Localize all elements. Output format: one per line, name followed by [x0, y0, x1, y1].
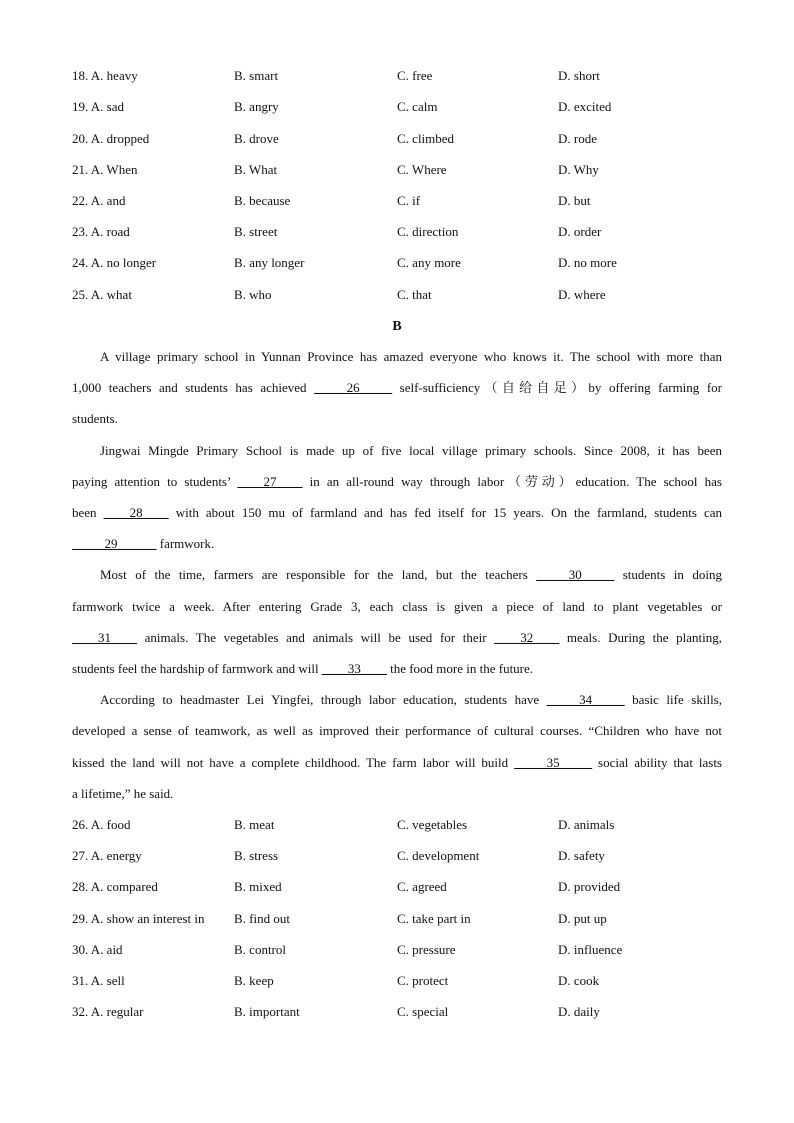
option-a: 20. A. dropped	[72, 131, 150, 146]
option-c: C. Where	[397, 162, 447, 177]
option-c: C. that	[397, 287, 432, 302]
option-a: 18. A. heavy	[72, 68, 138, 83]
option-d: D. influence	[558, 942, 623, 957]
option-b: B. angry	[234, 99, 279, 114]
question-27-options	[0, 846, 794, 866]
option-a: 23. A. road	[72, 224, 130, 239]
passage-line	[100, 565, 722, 585]
blank-32: ____32____	[494, 630, 560, 645]
option-b: B. smart	[234, 68, 279, 83]
question-30-options	[0, 940, 794, 960]
question-18-options	[0, 66, 794, 86]
option-d: D. provided	[558, 879, 621, 894]
passage-line	[72, 753, 722, 773]
option-a: 21. A. When	[72, 162, 138, 177]
option-c: C. any more	[397, 255, 461, 270]
option-d: D. daily	[558, 1004, 600, 1019]
passage-text: paying attention to students’	[72, 474, 238, 489]
question-28-options	[0, 877, 794, 897]
option-b: B. What	[234, 162, 278, 177]
question-26-options	[0, 815, 794, 835]
option-c: C. climbed	[397, 131, 455, 146]
option-c: C. special	[397, 1004, 449, 1019]
passage-line	[72, 503, 722, 523]
question-22-options	[0, 191, 794, 211]
passage-line	[72, 378, 722, 398]
option-b: B. stress	[234, 848, 279, 863]
passage-text: in an all-round way through labor（劳动）education. The school has	[302, 474, 722, 489]
passage-line	[100, 690, 722, 710]
option-b: B. mixed	[234, 879, 282, 894]
option-a: 25. A. what	[72, 287, 132, 302]
question-24-options	[0, 253, 794, 273]
option-b: B. find out	[234, 911, 290, 926]
passage-text: social ability that lasts	[592, 755, 722, 770]
blank-34: _____34_____	[546, 692, 625, 707]
passage-text: 1,000 teachers and students has achieved	[72, 380, 315, 395]
option-b: B. meat	[234, 817, 275, 832]
option-a: 24. A. no longer	[72, 255, 157, 270]
option-d: D. where	[558, 287, 606, 302]
passage-text: with about 150 mu of farmland and has fed itself for 15 years. On the farmland, students can	[168, 505, 722, 520]
passage-text: According to headmaster Lei Yingfei, through labor education, students have	[100, 692, 547, 707]
passage-line: A village primary school in Yunnan Province has amazed everyone who knows it. The school with more than	[100, 349, 722, 364]
passage-line	[72, 472, 722, 492]
option-b: B. important	[234, 1004, 300, 1019]
passage-text: the food more in the future.	[386, 661, 534, 676]
option-a: 26. A. food	[72, 817, 131, 832]
option-d: D. Why	[558, 162, 599, 177]
option-d: D. but	[558, 193, 591, 208]
passage-line	[72, 628, 722, 648]
passage-line: Jingwai Mingde Primary School is made up of five local village primary schools. Since 2008, it has been	[100, 443, 722, 458]
option-c: C. development	[397, 848, 480, 863]
question-19-options	[0, 97, 794, 117]
blank-31: ____31____	[72, 630, 137, 645]
option-d: D. no more	[558, 255, 617, 270]
option-c: C. agreed	[397, 879, 447, 894]
blank-28: ____28____	[103, 505, 169, 520]
option-b: B. any longer	[234, 255, 305, 270]
passage-line: farmwork twice a week. After entering Grade 3, each class is given a piece of land to plant vegetables or	[72, 599, 722, 614]
option-d: D. cook	[558, 973, 600, 988]
option-d: D. put up	[558, 911, 607, 926]
blank-30: _____30_____	[536, 567, 615, 582]
option-b: B. because	[234, 193, 291, 208]
blank-26: _____26_____	[314, 380, 393, 395]
option-c: C. protect	[397, 973, 449, 988]
passage-text: students feel the hardship of farmwork and will	[72, 661, 322, 676]
option-c: C. calm	[397, 99, 438, 114]
blank-35: _____35_____	[514, 755, 593, 770]
option-b: B. drove	[234, 131, 279, 146]
passage-line: a lifetime,” he said.	[72, 786, 174, 801]
option-c: C. free	[397, 68, 433, 83]
passage-line	[72, 659, 722, 679]
option-d: D. rode	[558, 131, 597, 146]
option-b: B. street	[234, 224, 278, 239]
option-a: 19. A. sad	[72, 99, 124, 114]
option-c: C. take part in	[397, 911, 471, 926]
option-b: B. control	[234, 942, 286, 957]
passage-text: kissed the land will not have a complete childhood. The farm labor will build	[72, 755, 515, 770]
option-a: 22. A. and	[72, 193, 126, 208]
passage-text: been	[72, 505, 104, 520]
question-21-options	[0, 160, 794, 180]
option-a: 29. A. show an interest in	[72, 911, 205, 926]
option-d: D. short	[558, 68, 600, 83]
blank-33: ____33____	[321, 661, 387, 676]
option-c: C. direction	[397, 224, 459, 239]
option-d: D. order	[558, 224, 602, 239]
passage-text: farmwork.	[156, 536, 215, 551]
blank-27: ____27____	[237, 474, 303, 489]
blank-29: _____29______	[72, 536, 157, 551]
passage-text: self-sufficiency（自给自足）by offering farming for	[392, 380, 723, 395]
passage-text: students in doing	[614, 567, 722, 582]
question-32-options	[0, 1002, 794, 1022]
option-b: B. who	[234, 287, 272, 302]
option-d: D. animals	[558, 817, 615, 832]
option-d: D. safety	[558, 848, 605, 863]
passage-line: students.	[72, 411, 118, 426]
passage-text: Most of the time, farmers are responsible for the land, but the teachers	[100, 567, 537, 582]
option-a: 32. A. regular	[72, 1004, 144, 1019]
option-c: C. if	[397, 193, 421, 208]
option-b: B. keep	[234, 973, 274, 988]
option-d: D. excited	[558, 99, 612, 114]
option-a: 27. A. energy	[72, 848, 142, 863]
question-31-options	[0, 971, 794, 991]
question-25-options	[0, 285, 794, 305]
question-29-options	[0, 909, 794, 929]
passage-text: animals. The vegetables and animals will be used for their	[137, 630, 495, 645]
question-20-options	[0, 129, 794, 149]
option-a: 30. A. aid	[72, 942, 123, 957]
passage-text: meals. During the planting,	[559, 630, 722, 645]
option-c: C. vegetables	[397, 817, 468, 832]
option-c: C. pressure	[397, 942, 456, 957]
passage-line	[72, 534, 722, 554]
question-23-options	[0, 222, 794, 242]
passage-text: basic life skills,	[624, 692, 722, 707]
option-a: 31. A. sell	[72, 973, 125, 988]
passage-line: developed a sense of teamwork, as well as improved their performance of cultural courses. “Children who have not	[72, 723, 722, 738]
option-a: 28. A. compared	[72, 879, 158, 894]
section-title: B	[392, 319, 402, 334]
